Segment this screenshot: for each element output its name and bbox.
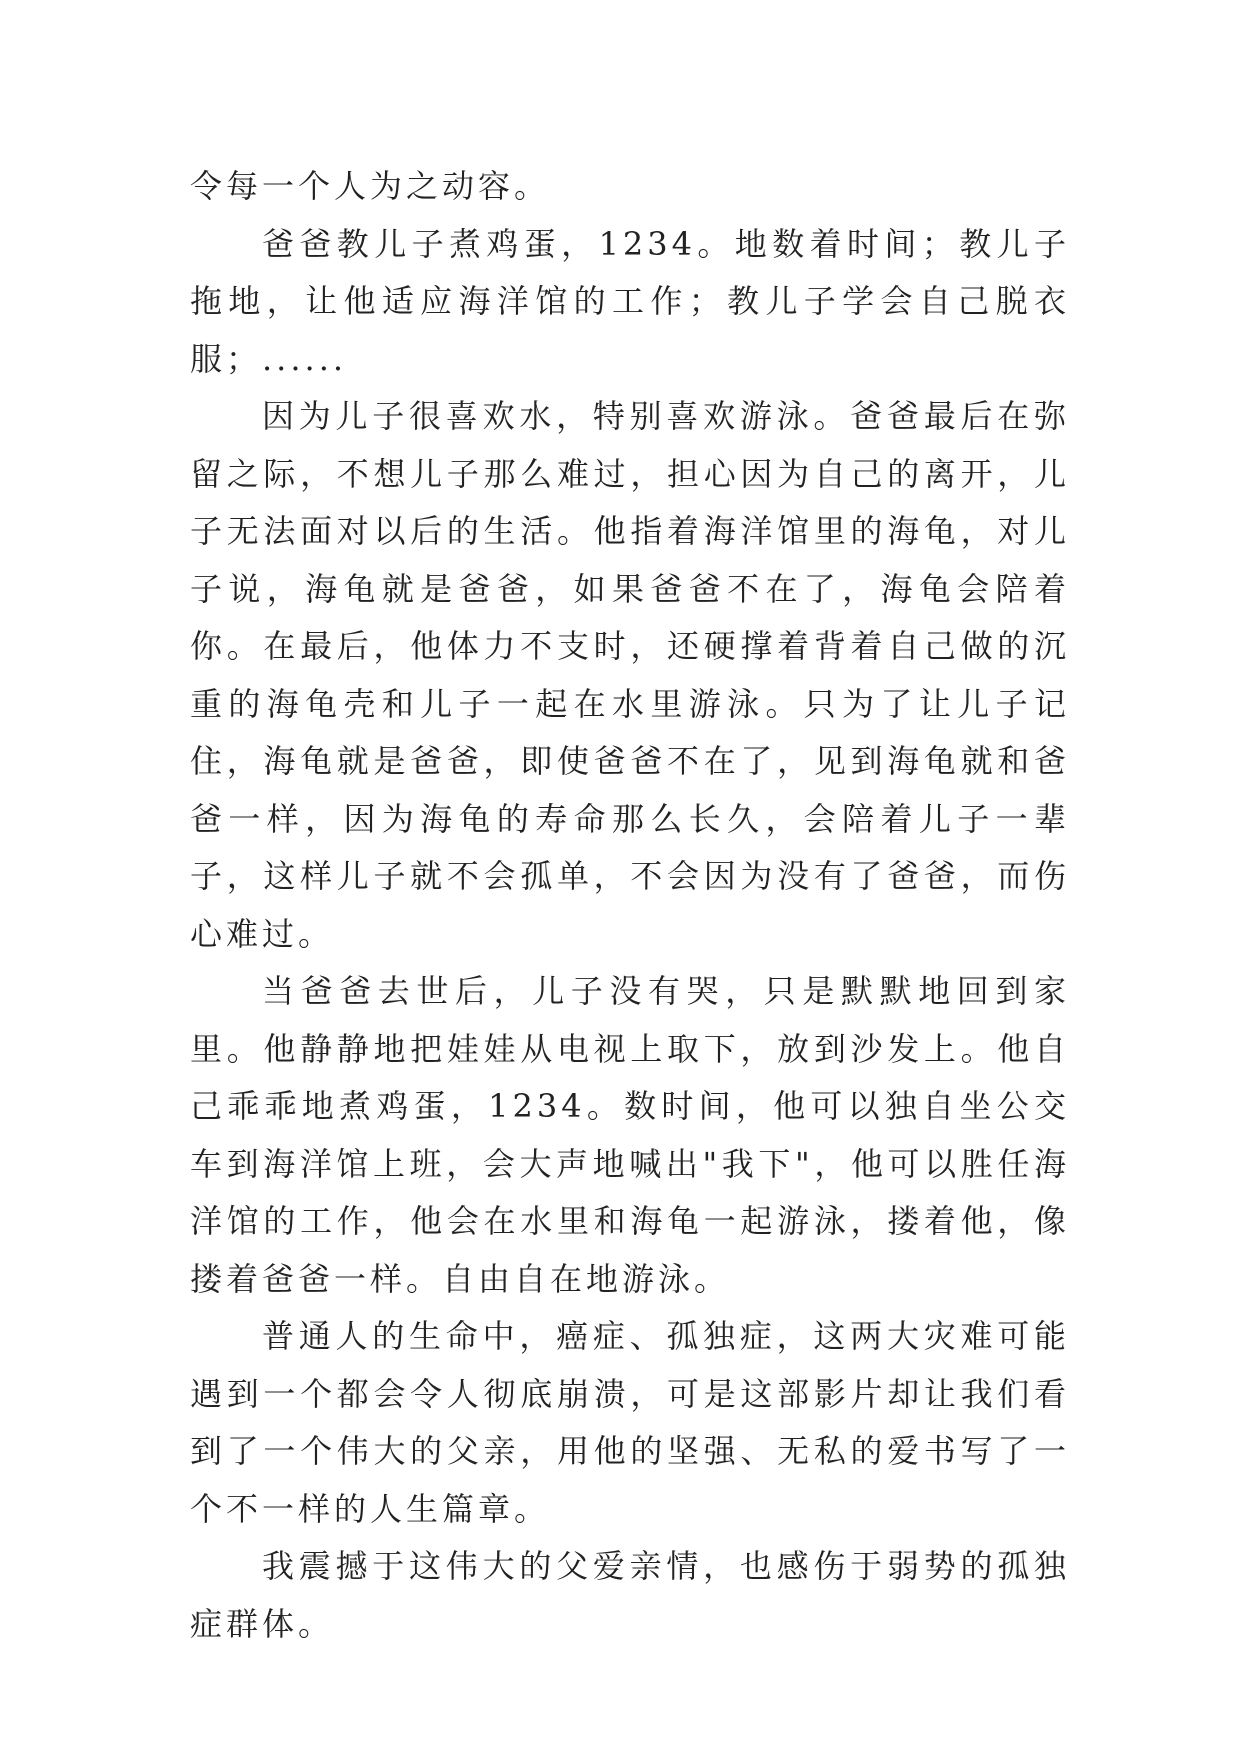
paragraph: 令每一个人为之动容。 — [190, 167, 551, 205]
paragraph: 因为儿子很喜欢水，特别喜欢游泳。爸爸最后在弥留之际，不想儿子那么难过，担心因为自己的离开，儿子无法面对以后的生活。他指着海洋馆里的海龟，对儿子说，海龟就是爸爸，如果爸爸不在了，海龟会陪着你。在最后，他体力不支时，还硬撑着背着自己做的沉重的海龟壳和儿子一起在水里游泳。只为了让儿子记住，海龟就是爸爸，即使爸爸不在了，见到海龟就和爸爸一样，因为海龟的寿命那么长久，会陪着儿子一辈子，这样儿子就不会孤单，不会因为没有了爸爸，而伤心难过。 — [190, 397, 1070, 953]
body-text — [190, 158, 1070, 1653]
paragraph: 我震撼于这伟大的父爱亲情，也感伤于弱势的孤独症群体。 — [190, 1547, 1070, 1643]
paragraph: 普通人的生命中，癌症、孤独症，这两大灾难可能遇到一个都会令人彻底崩溃，可是这部影片却让我们看到了一个伟大的父亲，用他的坚强、无私的爱书写了一个不一样的人生篇章。 — [190, 1317, 1070, 1528]
paragraph: 爸爸教儿子煮鸡蛋，1234。地数着时间；教儿子拖地，让他适应海洋馆的工作；教儿子学会自己脱衣服；...... — [190, 224, 1070, 378]
paragraph: 当爸爸去世后，儿子没有哭，只是默默地回到家里。他静静地把娃娃从电视上取下，放到沙发上。他自己乖乖地煮鸡蛋，1234。数时间，他可以独自坐公交车到海洋馆上班，会大声地喊出"我下"，他可以胜任海洋馆的工作，他会在水里和海龟一起游泳，搂着他，像搂着爸爸一样。自由自在地游泳。 — [190, 972, 1070, 1298]
